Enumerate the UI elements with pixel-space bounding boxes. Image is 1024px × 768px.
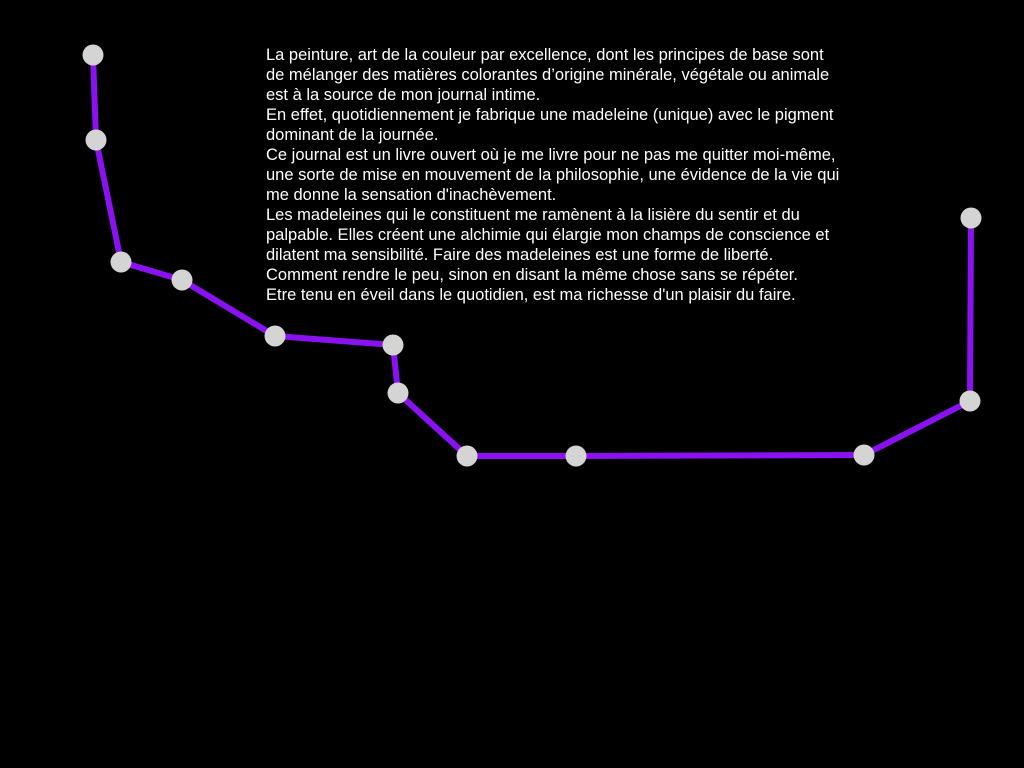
path-segment: [275, 336, 393, 345]
path-segment: [93, 55, 96, 140]
path-segment: [576, 455, 864, 456]
path-segment: [864, 401, 970, 455]
path-node[interactable]: [265, 326, 286, 347]
path-node[interactable]: [83, 45, 104, 66]
paragraph-livre-ouvert: Ce journal est un livre ouvert où je me livre pour ne pas me quitter moi-même, une sorte de mise en mouvement de la philosophie, une évidence de la vie qui me donne la sensation d'inachèvement.: [266, 146, 840, 204]
path-segment: [96, 140, 121, 262]
path-node[interactable]: [960, 391, 981, 412]
path-node[interactable]: [854, 445, 875, 466]
path-node[interactable]: [457, 446, 478, 467]
path-node[interactable]: [388, 383, 409, 404]
paragraph-madeleine: En effet, quotidiennement je fabrique une madeleine (unique) avec le pigment dominant de la journée.: [266, 106, 834, 144]
path-node[interactable]: [566, 446, 587, 467]
path-node[interactable]: [172, 270, 193, 291]
path-segment: [182, 280, 275, 336]
path-segment: [398, 393, 467, 456]
journal-text: [266, 45, 986, 305]
paragraph-peinture: La peinture, art de la couleur par excellence, dont les principes de base sont de mélanger des matières colorantes d’origine minérale, végétale ou animale est à la source de mon journal intime.: [266, 46, 830, 104]
path-node[interactable]: [86, 130, 107, 151]
paragraph-eveil: Etre tenu en éveil dans le quotidien, est ma richesse d'un plaisir du faire.: [266, 286, 796, 304]
path-node[interactable]: [383, 335, 404, 356]
paragraph-rendre-le-peu: Comment rendre le peu, sinon en disant la même chose sans se répéter.: [266, 266, 798, 284]
path-node[interactable]: [111, 252, 132, 273]
paragraph-alchimie: Les madeleines qui le constituent me ramènent à la lisière du sentir et du palpable. Elles créent une alchimie qui élargie mon champs de conscience et dilatent ma sensibilité. Faire des madeleines est une forme de liberté.: [266, 206, 830, 264]
